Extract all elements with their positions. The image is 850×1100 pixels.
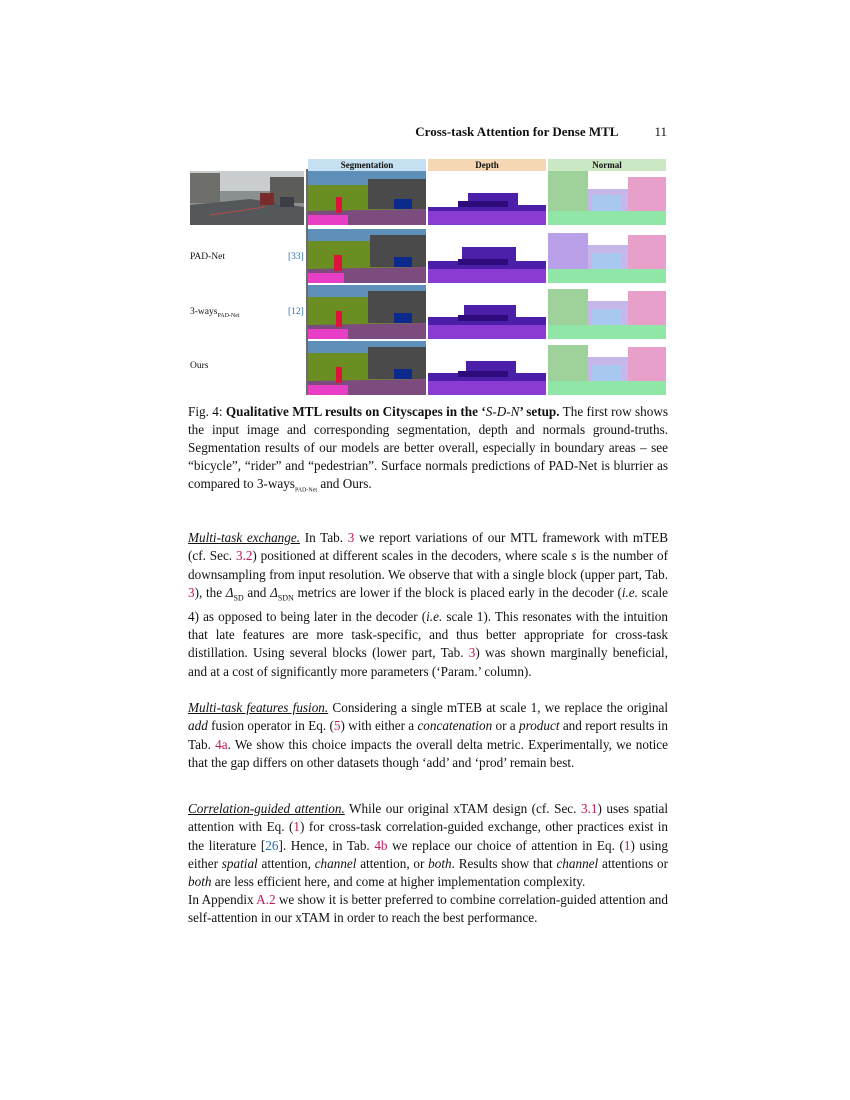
paragraph-correlation-attention: Correlation-guided attention. While our original xTAM design (cf. Sec. 3.1) uses spatial attention with Eq. (1) for cross-task correlation-guided exchange, other practices exist in the literature [26]. Hence, in Tab. 4b we replace our choice of attention in Eq. (1) using either spatial attention, channel attention, or both. Results show that channel attentions or both are less efficient here, and come at higher implementation complexity. [188, 801, 668, 890]
column-header-depth: Depth [428, 159, 546, 171]
row-ref-padnet: [33] [288, 252, 304, 262]
ref-link[interactable]: 4b [374, 837, 388, 853]
ref-link[interactable]: A.2 [256, 892, 276, 907]
ref-link[interactable]: 3.1 [580, 801, 598, 816]
running-title: Cross-task Attention for Dense MTL [415, 124, 619, 139]
seg-tile-gt [308, 171, 426, 225]
ref-link[interactable]: 1 [293, 819, 300, 835]
caption-math: S-D-N [485, 404, 520, 419]
ref-link[interactable]: 3 [188, 584, 195, 600]
run-in-heading: Multi-task features fusion. [188, 700, 329, 715]
figure-caption: Fig. 4: Qualitative MTL results on Cityscapes in the ‘S-D-N’ setup. The first row shows the input image and corresponding segmentation, depth and normals ground-truths. Segmentation results of our models are better overall, especially in boundary areas – see “bicycle”, “rider” and “pedestrian”. Surface normals predictions of PAD-Net is blurrier as compared to 3-ways$_{PAD-Net}$ and Ours. [188, 404, 668, 494]
ref-link[interactable]: 5 [333, 718, 341, 734]
ref-link[interactable]: 3.2 [235, 548, 253, 564]
paragraph-appendix-note: In Appendix A.2 we show it is better preferred to combine correlation-guided attention and self-attention in our xTAM in order to reach the best performance. [188, 892, 668, 926]
paragraph-features-fusion: Multi-task features fusion. Considering a single mTEB at scale 1, we replace the original add fusion operator in Eq. (5) with either a concatenation or a product and report results in Tab. 4a. We show this choice impacts the overall delta metric. Experimentally, we notice that the gap differs on other datasets though ‘add’ and ‘prod’ remain best. [188, 700, 669, 770]
seg-tile-ours [308, 341, 426, 395]
citation-link[interactable]: 26 [265, 837, 279, 853]
row-label-padnet: PAD-Net [190, 252, 226, 262]
running-header [415, 124, 667, 140]
depth-tile-ours [428, 341, 546, 395]
ref-link[interactable]: 3 [347, 530, 355, 545]
ref-link[interactable]: 4a [215, 736, 228, 752]
normal-tile-3ways [548, 285, 666, 339]
run-in-heading: Correlation-guided attention. [188, 801, 345, 816]
row-label-3ways: 3-ways$_{PAD-Net}$ [190, 307, 240, 319]
depth-tile-gt [428, 171, 546, 225]
seg-tile-padnet [308, 229, 426, 283]
depth-tile-3ways [428, 285, 546, 339]
seg-tile-3ways [308, 285, 426, 339]
page-number: 11 [654, 124, 667, 139]
normal-tile-gt [548, 171, 666, 225]
figure-4 [188, 159, 668, 395]
row-ref-3ways: [12] [288, 307, 304, 317]
paragraph-multitask-exchange: Multi-task exchange. In Tab. 3 we report variations of our MTL framework with mTEB (cf. Sec. 3.2) positioned at different scales in the decoders, where scale s is the number of downsampling from input resolution. We observe that with a single block (upper part, Tab. 3), the $\Delta_{SD}$ and $\Delta_{SDN}$ metrics are lower if the block is placed early in the decoder (i.e. scale 4) as opposed to being later in the decoder (i.e. scale 1). This resonates with the intuition that late features are more task-specific, and thus better appropriate for cross-task distillation. Using several blocks (lower part, Tab. 3) was shown marginally beneficial, and at a cost of significantly more parameters (‘Param.’ column). [188, 530, 669, 679]
input-image [190, 171, 304, 225]
normal-tile-ours [548, 341, 666, 395]
row-label-ours: Ours [190, 361, 209, 371]
run-in-heading: Multi-task exchange. [188, 530, 301, 545]
column-header-segmentation: Segmentation [308, 159, 426, 171]
normal-tile-padnet [548, 229, 666, 283]
ref-link[interactable]: 1 [623, 837, 631, 853]
ref-link[interactable]: 3 [468, 645, 476, 661]
column-header-normal: Normal [548, 159, 666, 171]
depth-tile-padnet [428, 229, 546, 283]
